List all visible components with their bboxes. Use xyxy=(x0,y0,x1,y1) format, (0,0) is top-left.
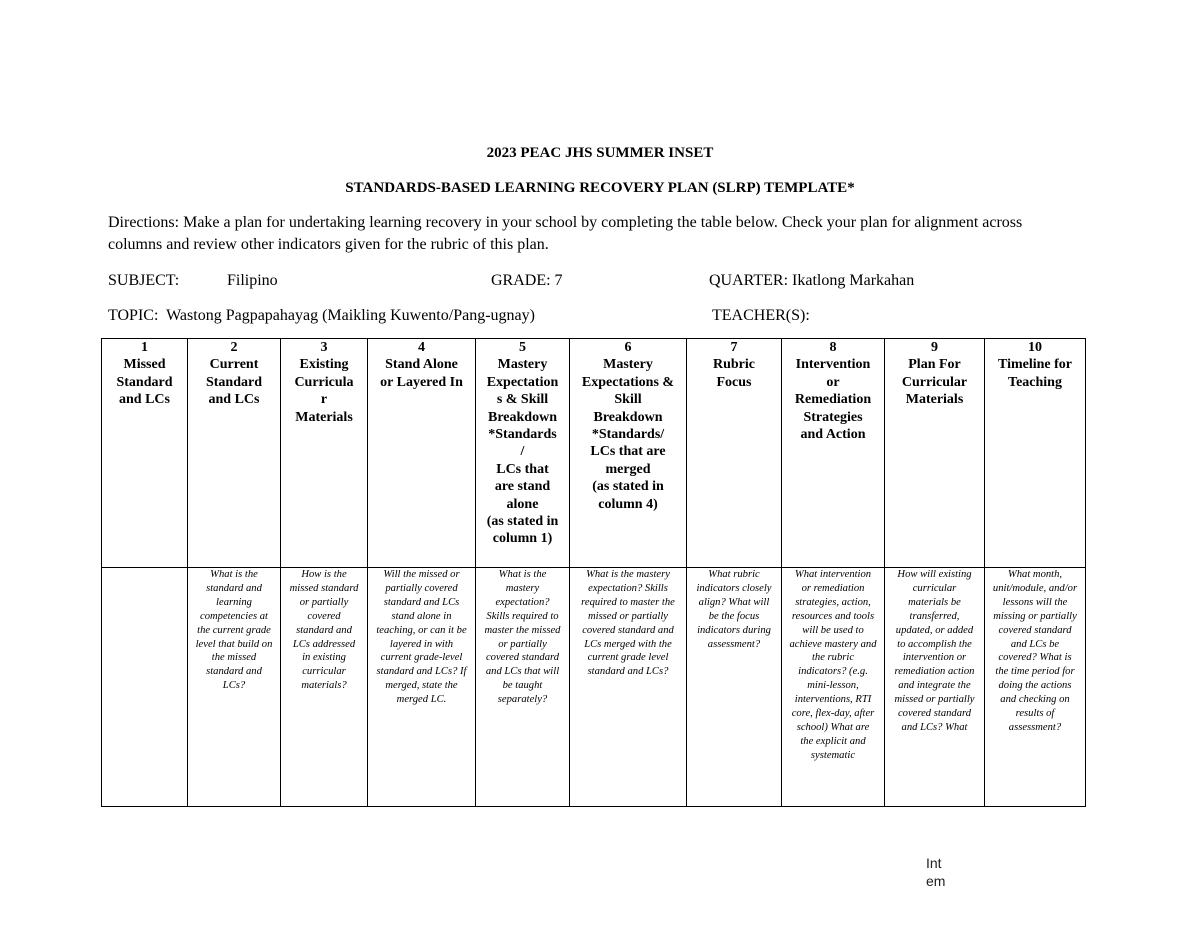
header-cell xyxy=(102,339,188,568)
directions-text: Directions: Make a plan for undertaking learning recovery in your school by completing the table below. Check your plan for alignment across columns and review other indicators given for the rubric of this plan. xyxy=(108,214,1023,253)
document-title: 2023 PEAC JHS SUMMER INSET xyxy=(486,145,714,161)
header-cell xyxy=(188,339,281,568)
document-subtitle: STANDARDS-BASED LEARNING RECOVERY PLAN (SLRP) TEMPLATE* xyxy=(345,180,855,196)
description-text: What is the mastery expectation? Skills required to master the missed or partially covered standard and LCs that will be taught separately? xyxy=(484,569,561,706)
header-cell xyxy=(368,339,476,568)
header-label: 8 Intervention or Remediation Strategies and Action xyxy=(794,340,872,443)
description-text: How will existing curricular materials be transferred, updated, or added to accomplish the intervention or remediation action and integrate the missed or partially covered standard and LCs? What xyxy=(894,569,975,733)
description-text: What is the mastery expectation? Skills required to master the missed or partially covered standard and LCs merged with the current grade level standard and LCs? xyxy=(581,569,675,678)
header-label: 9 Plan For Curricular Materials xyxy=(901,340,968,408)
table-description-row xyxy=(102,568,1086,807)
grade-field: GRADE: 7 xyxy=(491,272,563,289)
description-text: What is the standard and learning competencies at the current grade level that build on the missed standard and LCs? xyxy=(195,569,273,692)
header-label: 3 Existing Curricula r Materials xyxy=(294,340,354,425)
description-cell xyxy=(368,568,476,807)
description-cell xyxy=(570,568,687,807)
description-cell xyxy=(885,568,985,807)
header-label: 2 Current Standard and LCs xyxy=(205,340,263,408)
description-text: Will the missed or partially covered standard and LCs stand alone in teaching, or can it be layered in with current grade-level standard and LCs? If merged, state the merged LC. xyxy=(376,569,467,706)
header-cell xyxy=(885,339,985,568)
header-label: 5 Mastery Expectation s & Skill Breakdown *Standards / LCs that are stand alone (as stated in column 1) xyxy=(486,340,559,547)
quarter-field: QUARTER: Ikatlong Markahan xyxy=(709,272,915,289)
page-footer-fragment: Int em xyxy=(926,855,946,888)
topic-field: TOPIC: Wastong Pagpapahayag (Maikling Kuwento/Pang-ugnay) xyxy=(108,307,535,324)
description-cell xyxy=(476,568,570,807)
description-cell xyxy=(985,568,1086,807)
subject-value: Filipino xyxy=(227,272,278,289)
header-label: 7 Rubric Focus xyxy=(713,340,755,390)
header-cell xyxy=(782,339,885,568)
header-label: 1 Missed Standard and LCs xyxy=(116,340,173,408)
description-text: What intervention or remediation strategies, action, resources and tools will be used to achieve mastery and the rubric indicators? (e.g. mini-lesson, interventions, RTI core, flex-day, after school) What are the explicit and systematic xyxy=(789,569,877,761)
description-text: What month, unit/module, and/or lessons will the missing or partially covered standard and LCs be covered? What is the time period for doing the actions and checking on results of assessment? xyxy=(992,569,1078,733)
header-cell xyxy=(476,339,570,568)
description-cell xyxy=(687,568,782,807)
description-text: How is the missed standard or partially covered standard and LCs addressed in existing curricular materials? xyxy=(289,569,359,692)
subject-label: SUBJECT: xyxy=(108,272,180,289)
header-label: 4 Stand Alone or Layered In xyxy=(380,340,463,390)
header-cell xyxy=(687,339,782,568)
header-label: 6 Mastery Expectations & Skill Breakdown *Standards/ LCs that are merged (as stated in column 4) xyxy=(581,340,675,512)
table-header-row xyxy=(102,339,1086,568)
header-cell xyxy=(570,339,687,568)
description-cell xyxy=(102,568,188,807)
header-cell xyxy=(281,339,368,568)
header-cell xyxy=(985,339,1086,568)
description-cell xyxy=(782,568,885,807)
teacher-field: TEACHER(S): xyxy=(712,307,810,324)
description-cell xyxy=(188,568,281,807)
slrp-table xyxy=(101,338,1086,807)
description-cell xyxy=(281,568,368,807)
header-label: 10 Timeline for Teaching xyxy=(997,340,1072,390)
description-text: What rubric indicators closely align? What will be the focus indicators during assessment? xyxy=(696,569,772,650)
